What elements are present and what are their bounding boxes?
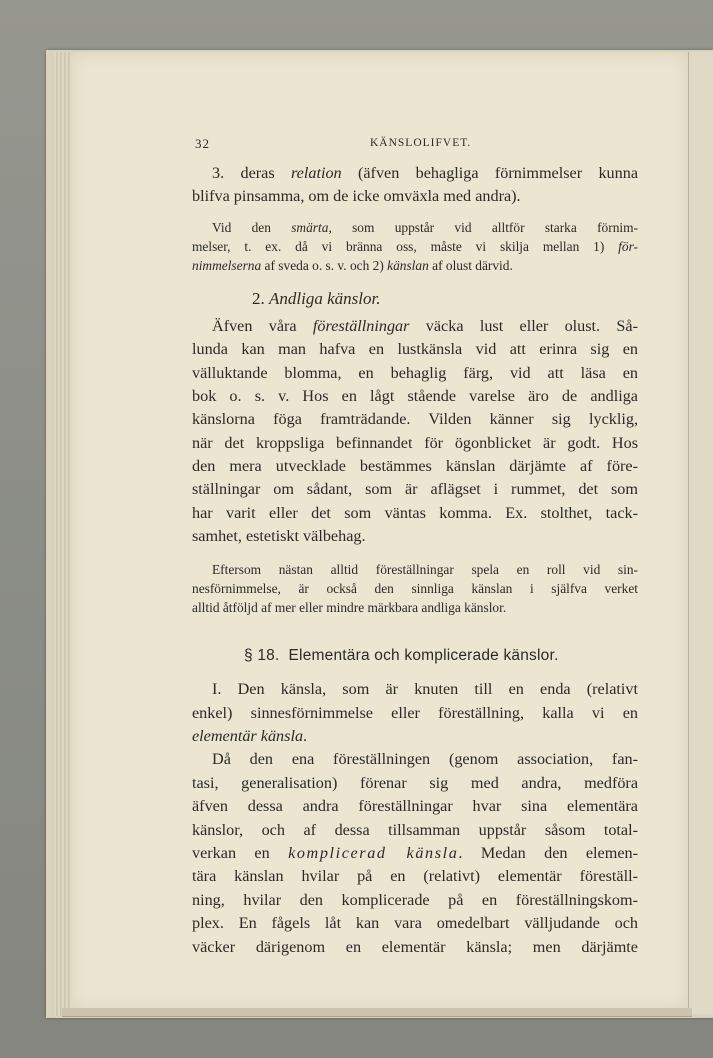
text-line: den mera utvecklade bestämmes känslan därjämte af före- (192, 457, 638, 476)
note-line: alltid åtföljd af mer eller mindre märkbara andliga känslor. (192, 600, 507, 616)
running-title: KÄNSLOLIFVET. (370, 137, 472, 149)
bottom-page-edge (62, 1008, 692, 1017)
text-line: när det kroppsliga befinnandet för ögonblicket är godt. Hos (192, 433, 638, 452)
text-line: samhet, estetiskt välbehag. (192, 527, 366, 546)
text-line: välluktande blomma, en behaglig färg, vid att läsa en (192, 363, 638, 382)
note-line: Eftersom nästan alltid föreställningar spela en roll vid sin- (212, 561, 638, 577)
text-line: elementär känsla. (192, 726, 308, 745)
section-heading: § 18. Elementära och komplicerade känslor. (244, 647, 559, 665)
text-line: känslorna föga framträdande. Vilden känner sig lycklig, (192, 410, 638, 429)
adjacent-page-edge (688, 52, 713, 1014)
text-line: Äfven våra föreställningar väcka lust eller olust. Så- (212, 316, 638, 335)
note-line: nesförnimmelse, är också den sinnliga känslan i själfva verket (192, 580, 638, 596)
note-line: nimmelserna af sveda o. s. v. och 2) känslan af olust därvid. (192, 258, 513, 274)
text-line: bok o. s. v. Hos en lågt stående varelse äro de andliga (192, 386, 638, 405)
text-line: tära känslan hvilar på en (relativt) elementär föreställ- (192, 867, 638, 886)
text-line: I. Den känsla, som är knuten till en enda (relativt (212, 680, 638, 699)
text-line: känslor, och af dessa tillsamman uppstår såsom total- (192, 820, 638, 839)
text-line: äfven dessa andra föreställningar hvar sina elementära (192, 797, 638, 816)
text-line: tasi, generalisation) förenar sig med andra, medföra (192, 773, 638, 792)
text-line: Då den ena föreställningen (genom association, fan- (212, 750, 638, 769)
text-line: verkan en komplicerad känsla. Medan den elemen- (192, 843, 638, 862)
note-line: melser, t. ex. då vi bränna oss, måste vi skilja mellan 1) för- (192, 238, 638, 254)
text-line: har varit eller det som väntas komma. Ex. stolthet, tack- (192, 503, 638, 522)
subsection-heading: 2. Andliga känslor. (252, 289, 381, 309)
running-head (192, 130, 638, 152)
text-line: plex. En fågels låt kan vara omedelbart välljudande och (192, 914, 638, 933)
text-line: 3. deras relation (äfven behagliga förnimmelser kunna (212, 164, 639, 182)
page-number: 32 (195, 136, 210, 151)
text-line: lunda kan man hafva en lustkänsla vid att erinra sig en (192, 340, 638, 359)
text-line: blifva pinsamma, om de icke omväxla med andra). (192, 187, 521, 206)
text-line: ställningar om sådant, som är aflägset i rummet, det som (192, 480, 638, 499)
text-line: ning, hvilar den komplicerade på en föreställningskom- (192, 890, 638, 909)
text-line: enkel) sinnesförnimmelse eller föreställning, kalla vi en (192, 703, 638, 722)
text-line: väcker därigenom en elementär känsla; men därjämte (192, 937, 638, 956)
page-text (192, 130, 639, 956)
note-line: Vid den smärta, som uppstår vid alltför starka förnim- (212, 219, 639, 235)
